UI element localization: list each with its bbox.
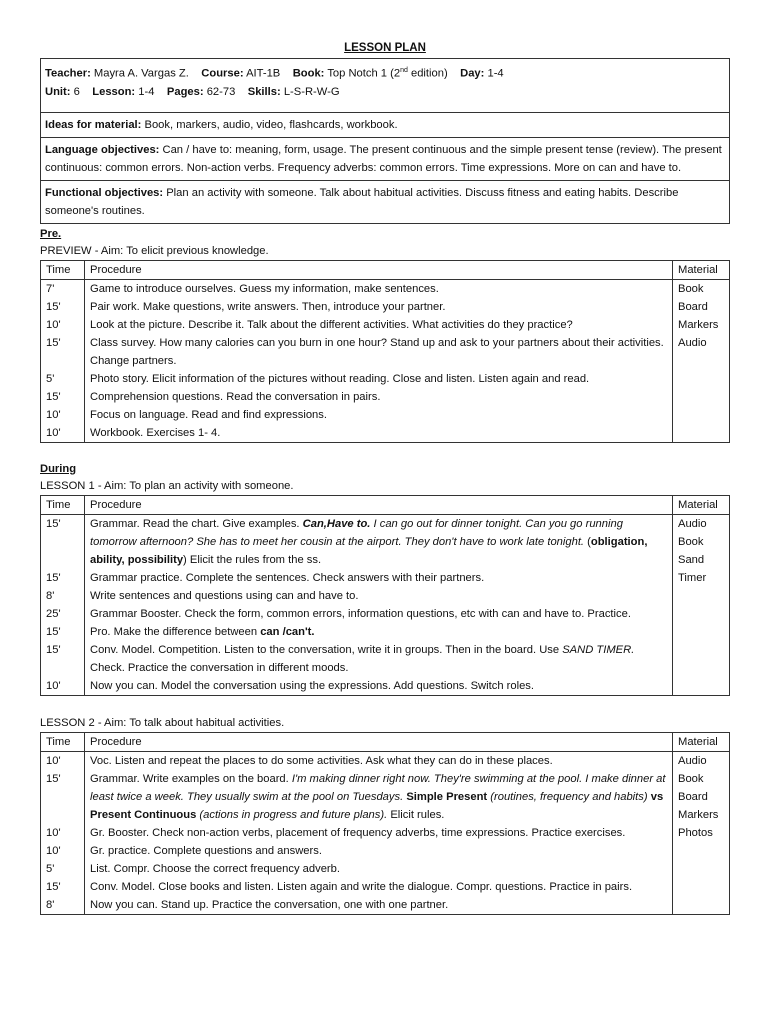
lesson2-materials (673, 751, 730, 914)
book-value: Top Notch 1 (2 (327, 67, 401, 80)
lesson1-aim: LESSON 1 - Aim: To plan an activity with someone. (40, 479, 294, 492)
book-sup: nd (400, 67, 408, 74)
col-procedure: Procedure (85, 732, 673, 751)
procedure-cell: Pair work. Make questions, write answers. Then, introduce your partner. (90, 300, 446, 313)
procedure-cell: Now you can. Stand up. Practice the conversation, one with one partner. (90, 898, 449, 911)
time-cell: 5' (46, 862, 55, 875)
pre-aim: PREVIEW - Aim: To elicit previous knowledge. (40, 244, 269, 257)
teacher-label: Teacher: (45, 67, 91, 80)
material-cell: Book (678, 772, 704, 785)
pre-body (41, 279, 730, 442)
time-cell: 15' (46, 390, 61, 403)
time-cell: 10' (46, 408, 61, 421)
time-cell: 10' (46, 426, 61, 439)
header-info (41, 59, 729, 113)
day-value: 1-4 (487, 67, 504, 80)
lesson2-table (40, 732, 730, 915)
procedure-cell: Now you can. Model the conversation using the expressions. Add questions. Switch roles. (90, 679, 535, 692)
time-cell: 15' (46, 625, 61, 638)
lesson1-times (41, 514, 85, 695)
lesson1-body (41, 514, 730, 695)
procedure-cell: Write sentences and questions using can and have to. (90, 589, 359, 602)
pre-label: Pre. (40, 227, 62, 240)
lesson2-aim: LESSON 2 - Aim: To talk about habitual activities. (40, 716, 285, 729)
procedure-cell: Gr. practice. Complete questions and answers. (90, 844, 322, 857)
time-cell: 10' (46, 679, 61, 692)
procedure-cell: Game to introduce ourselves. Guess my information, make sentences. (90, 282, 439, 295)
procedure-cell: Workbook. Exercises 1- 4. (90, 426, 221, 439)
ideas-section (41, 113, 729, 138)
teacher-value: Mayra A. Vargas Z. (93, 67, 189, 80)
procedure-cell: Voc. Listen and repeat the places to do some activities. Ask what they can do in these places. (90, 754, 553, 767)
material-cell: Board (678, 300, 708, 313)
lesson1-table (40, 495, 730, 696)
func-label: Functional objectives: (45, 186, 164, 199)
course-label: Course: (201, 67, 244, 80)
procedure-cell: Gr. Booster. Check non-action verbs, placement of frequency adverbs, time expressions. Practice exercises. (90, 826, 626, 839)
time-cell: 7' (46, 282, 55, 295)
lesson1-materials (673, 514, 730, 695)
lesson-label: Lesson: (92, 85, 136, 98)
procedure-cell: Grammar Booster. Check the form, common errors, information questions, etc with can and have to. Practice. (90, 607, 631, 620)
col-time: Time (41, 495, 85, 514)
lang-value: Can / have to: meaning, form, usage. The present continuous and the simple present tense (review). The present continuous: common errors. Non-action verbs. Frequency adverbs: common errors. Time expressions. More on can and have to. (45, 143, 722, 174)
procedure-cell: Pro. Make the difference between can /can't. (90, 625, 315, 638)
material-cell: Sand (678, 553, 705, 566)
procedure-cell: Comprehension questions. Read the conversation in pairs. (90, 390, 381, 403)
skills-label: Skills: (247, 85, 281, 98)
pages-label: Pages: (166, 85, 204, 98)
ideas-value: Book, markers, audio, video, flashcards, workbook. (144, 118, 398, 131)
pre-materials (673, 279, 730, 442)
lesson-value: 1-4 (138, 85, 155, 98)
time-cell: 8' (46, 589, 55, 602)
lesson2-body (41, 751, 730, 914)
time-cell: 10' (46, 826, 61, 839)
col-material: Material (673, 732, 730, 751)
material-cell: Audio (678, 754, 707, 767)
time-cell: 10' (46, 844, 61, 857)
procedure-cell: Grammar. Write examples on the board. I'm making dinner right now. They're swimming at the pool. I make dinner at least twice a week. They usually swim at the pool on Tuesdays. Simple Present (routines, frequency and habits) vs Present Continuous (actions in progress and future plans). Elicit rules. (90, 772, 666, 821)
time-cell: 10' (46, 754, 61, 767)
time-cell: 25' (46, 607, 61, 620)
language-objectives (41, 138, 729, 181)
unit-value: 6 (73, 85, 80, 98)
book-label: Book: (292, 67, 325, 80)
pre-procedures (85, 279, 673, 442)
time-cell: 15' (46, 571, 61, 584)
page-title: LESSON PLAN (344, 42, 426, 54)
time-cell: 15' (46, 517, 61, 530)
material-cell: Audio (678, 336, 707, 349)
ideas-label: Ideas for material: (45, 118, 142, 131)
procedure-cell: Class survey. How many calories can you burn in one hour? Stand up and ask to your partners about their activities. Change partners. (90, 336, 664, 367)
book-end: edition) (407, 67, 448, 80)
header-box (40, 58, 730, 224)
lesson1-procedures (85, 514, 673, 695)
time-cell: 8' (46, 898, 55, 911)
procedure-cell: Look at the picture. Describe it. Talk about the different activities. What activities do they practice? (90, 318, 573, 331)
lesson2-procedures (85, 751, 673, 914)
material-cell: Photos (678, 826, 713, 839)
lesson2-times (41, 751, 85, 914)
col-time: Time (41, 732, 85, 751)
pre-times (41, 279, 85, 442)
material-cell: Markers (678, 318, 719, 331)
time-cell: 15' (46, 772, 61, 785)
col-material: Material (673, 260, 730, 279)
day-label: Day: (460, 67, 485, 80)
material-cell: Timer (678, 571, 707, 584)
skills-value: L-S-R-W-G (283, 85, 340, 98)
pre-table (40, 260, 730, 443)
material-cell: Book (678, 535, 704, 548)
material-cell: Audio (678, 517, 707, 530)
course-value: AIT-1B (246, 67, 281, 80)
procedure-cell: Grammar. Read the chart. Give examples. Can,Have to. I can go out for dinner tonight. Can you go running tomorrow afternoon? She has to meet her cousin at the airport. They don't have to work late tonight. (obligation, ability, possibility) Elicit the rules from the ss. (90, 517, 648, 566)
time-cell: 5' (46, 372, 55, 385)
during-label: During (40, 462, 77, 475)
functional-objectives (41, 181, 729, 224)
pages-value: 62-73 (206, 85, 236, 98)
time-cell: 15' (46, 643, 61, 656)
col-time: Time (41, 260, 85, 279)
lesson-plan-page (40, 42, 730, 915)
time-cell: 15' (46, 336, 61, 349)
material-cell: Board (678, 790, 708, 803)
procedure-cell: Conv. Model. Competition. Listen to the conversation, write it in groups. Then in the board. Use SAND TIMER. Check. Practice the conversation in different moods. (90, 643, 635, 674)
material-cell: Book (678, 282, 704, 295)
time-cell: 15' (46, 880, 61, 893)
col-material: Material (673, 495, 730, 514)
procedure-cell: Conv. Model. Close books and listen. Listen again and write the dialogue. Compr. questions. Practice in pairs. (90, 880, 633, 893)
material-cell: Markers (678, 808, 719, 821)
time-cell: 15' (46, 300, 61, 313)
procedure-cell: Photo story. Elicit information of the pictures without reading. Close and listen. Listen again and read. (90, 372, 590, 385)
procedure-cell: Focus on language. Read and find expressions. (90, 408, 327, 421)
lang-label: Language objectives: (45, 143, 160, 156)
time-cell: 10' (46, 318, 61, 331)
col-procedure: Procedure (85, 495, 673, 514)
func-value: Plan an activity with someone. Talk about habitual activities. Discuss fitness and eating habits. Describe someone's routines. (45, 186, 679, 217)
procedure-cell: Grammar practice. Complete the sentences. Check answers with their partners. (90, 571, 485, 584)
col-procedure: Procedure (85, 260, 673, 279)
procedure-cell: List. Compr. Choose the correct frequency adverb. (90, 862, 340, 875)
unit-label: Unit: (45, 85, 71, 98)
